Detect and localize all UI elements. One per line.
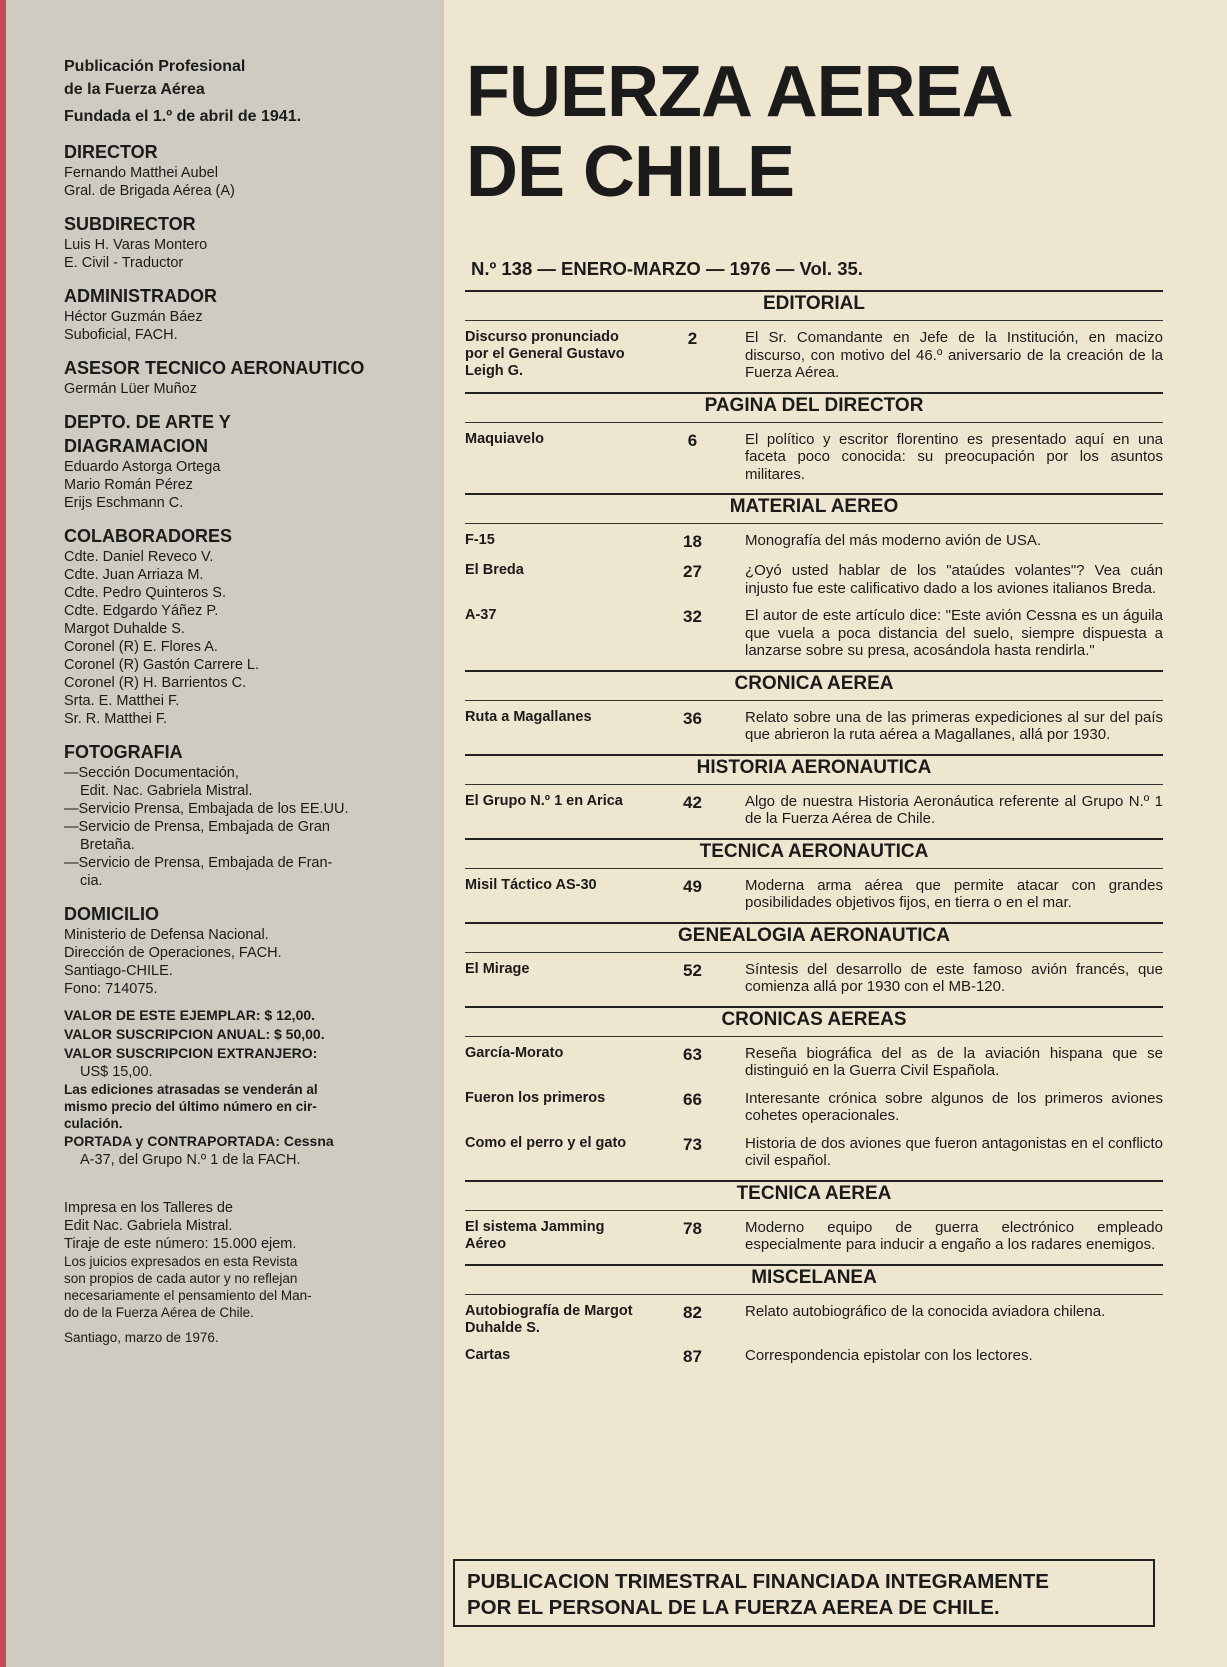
place-date: Santiago, marzo de 1976.	[64, 1330, 219, 1345]
magazine-title	[466, 52, 1086, 212]
article-summary: ¿Oyó usted hablar de los "ataúdes volantes"? Vea cuán injusto fue este calificativo dado a los aviones italianos Breda.	[745, 562, 1163, 597]
credit-line: —Servicio Prensa, Embajada de los EE.UU.	[64, 801, 349, 817]
credit-line: Gral. de Brigada Aérea (A)	[64, 183, 235, 199]
publication-owner: de la Fuerza Aérea	[64, 81, 205, 98]
toc-entry[interactable]	[465, 532, 1163, 552]
article-title: Discurso pronunciado por el General Gustavo Leigh G.	[465, 329, 625, 379]
article-title: Misil Táctico AS-30	[465, 876, 597, 893]
toc-entry[interactable]	[465, 877, 1163, 912]
section-heading: CRONICA AEREA	[465, 672, 1163, 701]
section-heading: MISCELANEA	[465, 1266, 1163, 1295]
toc-entry[interactable]	[465, 709, 1163, 744]
asesor-heading: ASESOR TECNICO AERONAUTICO	[64, 358, 365, 378]
founding-date: Fundada el 1.º de abril de 1941.	[64, 108, 302, 125]
address-line: Dirección de Operaciones, FACH.	[64, 945, 282, 961]
page-number: 2	[687, 329, 698, 348]
credit-line: Eduardo Astorga Ortega	[64, 459, 221, 475]
credit-line: Srta. E. Matthei F.	[64, 693, 180, 709]
credit-line: Coronel (R) E. Flores A.	[64, 639, 218, 655]
article-summary: Relato autobiográfico de la conocida aviadora chilena.	[745, 1302, 1106, 1320]
toc-entry[interactable]	[465, 607, 1163, 660]
administrador-heading: ADMINISTRADOR	[64, 286, 217, 306]
publication-type: Publicación Profesional	[64, 58, 246, 75]
article-title: El sistema Jamming Aéreo	[465, 1218, 605, 1252]
toc-entry[interactable]	[465, 431, 1163, 484]
disclaimer-line: Los juicios expresados en esta Revista	[64, 1254, 298, 1269]
article-summary: Interesante crónica sobre algunos de los primeros aviones cohetes operacionales.	[745, 1089, 1163, 1124]
article-title: García-Morato	[465, 1044, 564, 1061]
credit-line: Luis H. Varas Montero	[64, 237, 208, 253]
back-issues-note: culación.	[64, 1116, 123, 1131]
printer-line: Edit Nac. Gabriela Mistral.	[64, 1218, 233, 1234]
toc-entry[interactable]	[465, 1045, 1163, 1080]
credit-line: Cdte. Pedro Quinteros S.	[64, 585, 226, 601]
table-of-contents	[465, 290, 1163, 1377]
toc-entry[interactable]	[465, 1090, 1163, 1125]
article-summary: Monografía del más moderno avión de USA.	[745, 532, 1041, 549]
back-issues-note: Las ediciones atrasadas se venderán al	[64, 1082, 318, 1097]
price-single-issue: VALOR DE ESTE EJEMPLAR: $ 12,00.	[64, 1007, 316, 1023]
disclaimer-line: do de la Fuerza Aérea de Chile.	[64, 1305, 254, 1320]
article-summary: Moderno equipo de guerra electrónico empleado especialmente para inducir a engaño a los radares enemigos.	[745, 1218, 1163, 1253]
price-annual: VALOR SUSCRIPCION ANUAL: $ 50,00.	[64, 1026, 325, 1042]
section-heading: EDITORIAL	[465, 292, 1163, 321]
toc-entry[interactable]	[465, 1219, 1163, 1254]
toc-entry[interactable]	[465, 562, 1163, 597]
credit-line: E. Civil - Traductor	[64, 255, 184, 271]
disclaimer-line: son propios de cada autor y no reflejan	[64, 1271, 298, 1286]
title-line-2: DE CHILE	[466, 132, 795, 212]
address-line: Ministerio de Defensa Nacional.	[64, 927, 269, 943]
page-number: 42	[683, 792, 702, 812]
page-number: 82	[683, 1302, 702, 1322]
page-number: 73	[683, 1134, 702, 1154]
article-title: El Grupo N.º 1 en Arica	[465, 792, 623, 809]
article-title: A-37	[465, 607, 497, 623]
back-issues-note: mismo precio del último número en cir-	[64, 1099, 317, 1114]
cover-credit: PORTADA y CONTRAPORTADA: Cessna	[64, 1133, 334, 1149]
section-heading: GENEALOGIA AERONAUTICA	[465, 924, 1163, 953]
credit-line: Bretaña.	[80, 837, 135, 853]
toc-entry[interactable]	[465, 1347, 1163, 1367]
domicilio-heading: DOMICILIO	[64, 904, 159, 924]
page-number: 87	[683, 1346, 702, 1366]
section-heading: PAGINA DEL DIRECTOR	[465, 394, 1163, 423]
article-summary: El Sr. Comandante en Jefe de la Institución, en macizo discurso, con motivo del 46.º aniversario de la creación de la Fuerza Aérea.	[745, 329, 1163, 381]
address-line: Santiago-CHILE.	[64, 963, 173, 979]
article-summary: Síntesis del desarrollo de este famoso avión francés, que comienza allá por 1930 con el MB-120.	[745, 960, 1163, 995]
section-heading: MATERIAL AEREO	[465, 495, 1163, 524]
article-summary: Historia de dos aviones que fueron antagonistas en el conflicto civil español.	[745, 1134, 1163, 1169]
funding-notice-line: PUBLICACION TRIMESTRAL FINANCIADA INTEGRAMENTE	[467, 1570, 1049, 1593]
article-summary: Moderna arma aérea que permite atacar con grandes posibilidades objetivos fijos, en tierra o en el mar.	[745, 876, 1163, 911]
cover-credit-cont: A-37, del Grupo N.º 1 de la FACH.	[80, 1152, 301, 1168]
toc-entry[interactable]	[465, 1135, 1163, 1170]
article-title: Maquiavelo	[465, 430, 544, 447]
page-number: 63	[683, 1044, 702, 1064]
credit-line: Suboficial, FACH.	[64, 327, 178, 343]
credit-line: Edit. Nac. Gabriela Mistral.	[80, 783, 253, 799]
fotografia-heading: FOTOGRAFIA	[64, 742, 183, 762]
section-heading: TECNICA AEREA	[465, 1182, 1163, 1211]
section-heading: HISTORIA AERONAUTICA	[465, 756, 1163, 785]
page-number: 18	[683, 532, 702, 551]
credit-line: Coronel (R) H. Barrientos C.	[64, 675, 247, 691]
toc-entry[interactable]	[465, 793, 1163, 828]
disclaimer-line: necesariamente el pensamiento del Man-	[64, 1288, 312, 1303]
phone-line: Fono: 714075.	[64, 981, 158, 997]
article-summary: Algo de nuestra Historia Aeronáutica referente al Grupo N.º 1 de la Fuerza Aérea de Chile.	[745, 792, 1163, 827]
credit-line: Héctor Guzmán Báez	[64, 309, 203, 325]
toc-entry[interactable]	[465, 329, 1163, 382]
page-number: 36	[683, 708, 702, 728]
article-title: Como el perro y el gato	[465, 1134, 627, 1151]
article-summary: El autor de este artículo dice: "Este avión Cessna es un águila que vuela a poca distancia del suelo, siempre dispuesta a lanzarse sobre su presa, acosándola hasta rendirla."	[745, 607, 1163, 659]
credit-line: Cdte. Edgardo Yáñez P.	[64, 603, 219, 619]
print-run-line: Tiraje de este número: 15.000 ejem.	[64, 1236, 297, 1252]
page-number: 32	[683, 607, 702, 626]
page-number: 27	[683, 562, 702, 581]
page-number: 6	[687, 430, 698, 450]
arte-heading: DEPTO. DE ARTE Y	[64, 412, 231, 432]
credit-line: Coronel (R) Gastón Carrere L.	[64, 657, 260, 673]
credit-line: —Sección Documentación,	[64, 765, 239, 781]
page-number: 49	[683, 876, 702, 896]
colaboradores-heading: COLABORADORES	[64, 526, 233, 546]
article-title: El Breda	[465, 562, 524, 578]
credit-line: Cdte. Daniel Reveco V.	[64, 549, 214, 565]
price-foreign-value: US$ 15,00.	[80, 1064, 153, 1080]
article-title: Cartas	[465, 1346, 511, 1363]
credit-line: cia.	[80, 873, 103, 889]
issue-info: N.º 138 — ENERO-MARZO — 1976 — Vol. 35.	[471, 258, 863, 279]
credit-line: —Servicio de Prensa, Embajada de Gran	[64, 819, 330, 835]
funding-notice-line: POR EL PERSONAL DE LA FUERZA AEREA DE CHILE.	[467, 1596, 1000, 1619]
article-summary: El político y escritor florentino es presentado aquí en una faceta poco conocida: su preocupación por los asuntos militares.	[745, 430, 1163, 483]
article-title: El Mirage	[465, 960, 530, 977]
toc-entry[interactable]	[465, 961, 1163, 996]
funding-notice-box	[453, 1559, 1155, 1627]
page-number: 66	[683, 1089, 702, 1109]
credit-line: Sr. R. Matthei F.	[64, 711, 168, 727]
credits-content	[64, 55, 424, 1346]
contents-page	[444, 0, 1227, 1667]
printer-line: Impresa en los Talleres de	[64, 1200, 233, 1216]
credit-line: Erijs Eschmann C.	[64, 495, 184, 511]
article-summary: Reseña biográfica del as de la aviación hispana que se distinguió en la Guerra Civil Española.	[745, 1044, 1163, 1079]
credit-line: Margot Duhalde S.	[64, 621, 185, 637]
article-title: Autobiografía de Margot Duhalde S.	[465, 1302, 633, 1336]
credit-line: Mario Román Pérez	[64, 477, 193, 493]
masthead-credits-sidebar	[6, 0, 444, 1667]
section-heading: CRONICAS AEREAS	[465, 1008, 1163, 1037]
credit-line: Fernando Matthei Aubel	[64, 165, 218, 181]
subdirector-heading: SUBDIRECTOR	[64, 214, 196, 234]
arte-heading-cont: DIAGRAMACION	[64, 436, 208, 456]
credit-line: Cdte. Juan Arriaza M.	[64, 567, 204, 583]
article-title: Fueron los primeros	[465, 1089, 606, 1106]
article-summary: Relato sobre una de las primeras expediciones al sur del país que abrieron la ruta aérea a Magallanes, allá por 1930.	[745, 708, 1163, 743]
page-number: 78	[683, 1218, 702, 1238]
section-heading: TECNICA AERONAUTICA	[465, 840, 1163, 869]
title-line-1: FUERZA AEREA	[466, 52, 1013, 132]
director-heading: DIRECTOR	[64, 142, 158, 162]
credit-line: —Servicio de Prensa, Embajada de Fran-	[64, 855, 333, 871]
article-title: F-15	[465, 532, 495, 548]
page-number: 52	[683, 960, 702, 980]
toc-entry[interactable]	[465, 1303, 1163, 1337]
article-summary: Correspondencia epistolar con los lectores.	[745, 1346, 1033, 1364]
credit-line: Germán Lüer Muñoz	[64, 381, 197, 397]
article-title: Ruta a Magallanes	[465, 708, 592, 725]
price-foreign-label: VALOR SUSCRIPCION EXTRANJERO:	[64, 1045, 318, 1061]
